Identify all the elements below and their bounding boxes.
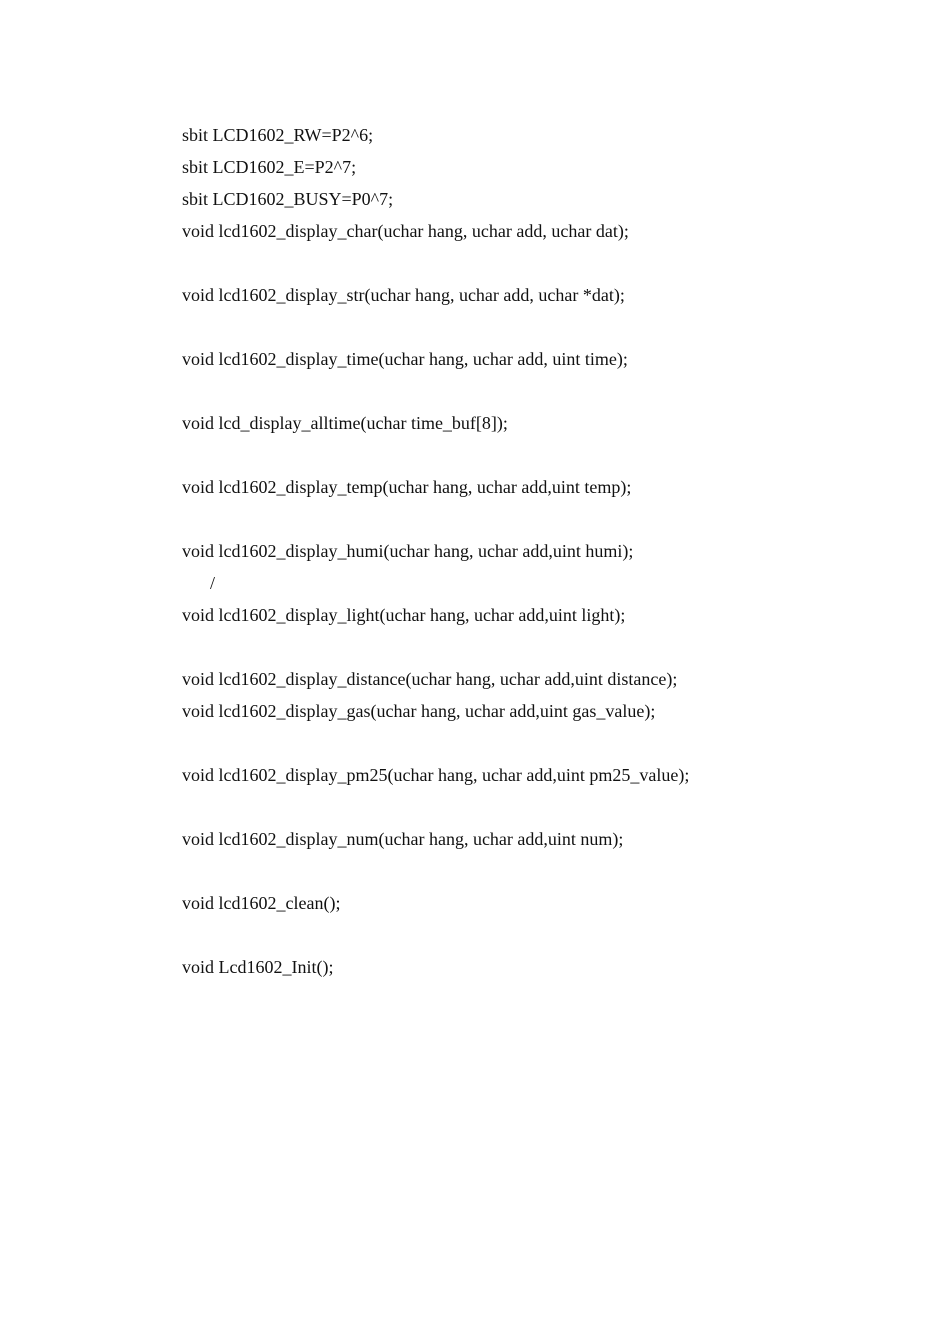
blank-line (182, 631, 902, 663)
blank-line (182, 791, 902, 823)
code-line: void lcd1602_display_char(uchar hang, uchar add, uchar dat); (182, 221, 629, 241)
blank-line (182, 503, 902, 535)
code-listing (182, 119, 902, 983)
code-line: sbit LCD1602_BUSY=P0^7; (182, 189, 394, 209)
blank-line (182, 855, 902, 887)
code-line: void lcd1602_display_temp(uchar hang, uchar add,uint temp); (182, 477, 632, 497)
blank-line (182, 247, 902, 279)
code-line: sbit LCD1602_RW=P2^6; (182, 125, 374, 145)
blank-line (182, 919, 902, 951)
code-line: void lcd1602_display_distance(uchar hang, uchar add,uint distance); (182, 669, 678, 689)
code-line: void lcd_display_alltime(uchar time_buf[8]); (182, 413, 508, 433)
code-line: void Lcd1602_Init(); (182, 957, 334, 977)
blank-line (182, 311, 902, 343)
blank-line (182, 439, 902, 471)
code-line: void lcd1602_clean(); (182, 893, 341, 913)
blank-line (182, 375, 902, 407)
code-line: void lcd1602_display_humi(uchar hang, uchar add,uint humi); (182, 541, 634, 561)
code-line: void lcd1602_display_light(uchar hang, uchar add,uint light); (182, 605, 626, 625)
code-line: void lcd1602_display_time(uchar hang, uchar add, uint time); (182, 349, 628, 369)
code-line: void lcd1602_display_pm25(uchar hang, uchar add,uint pm25_value); (182, 765, 690, 785)
blank-line (182, 727, 902, 759)
code-line: sbit LCD1602_E=P2^7; (182, 157, 357, 177)
stray-slash-line: / (210, 573, 216, 593)
code-line: void lcd1602_display_gas(uchar hang, uchar add,uint gas_value); (182, 701, 656, 721)
code-line: void lcd1602_display_str(uchar hang, uchar add, uchar *dat); (182, 285, 625, 305)
code-line: void lcd1602_display_num(uchar hang, uchar add,uint num); (182, 829, 624, 849)
